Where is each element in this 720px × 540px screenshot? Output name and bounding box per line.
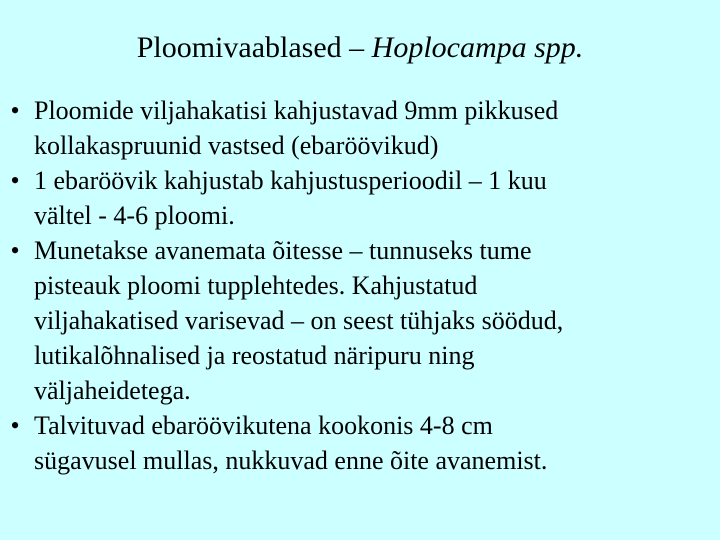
bullet-item-damage bbox=[0, 163, 720, 233]
slide-title-prefix: Ploomivaablased – bbox=[136, 31, 372, 64]
bullet-line: vältel - 4-6 ploomi. bbox=[34, 201, 235, 230]
bullet-line: Talvituvad ebaröövikutena kookonis 4-8 cm bbox=[34, 411, 493, 440]
bullet-item-egg-laying bbox=[0, 233, 720, 408]
bullet-icon: • bbox=[10, 96, 20, 125]
bullet-icon: • bbox=[10, 166, 20, 195]
bullet-line: viljahakatised varisevad – on seest tühjaks söödud, bbox=[34, 306, 564, 335]
bullet-icon: • bbox=[10, 411, 20, 440]
bullet-list bbox=[0, 93, 720, 478]
bullet-line: kollakaspruunid vastsed (ebaröövikud) bbox=[34, 131, 439, 160]
bullet-line: lutikalõhnalised ja reostatud näripuru ning bbox=[34, 341, 475, 370]
bullet-line: 1 ebaröövik kahjustab kahjustusperioodil – 1 kuu bbox=[34, 166, 547, 195]
slide-title bbox=[0, 28, 720, 68]
bullet-line: Munetakse avanemata õitesse – tunnuseks tume bbox=[34, 236, 532, 265]
bullet-line: väljaheidetega. bbox=[34, 376, 191, 405]
bullet-item-larvae bbox=[0, 93, 720, 163]
bullet-line: sügavusel mullas, nukkuvad enne õite avanemist. bbox=[34, 446, 548, 475]
slide-title-latin-name: Hoplocampa spp. bbox=[371, 31, 584, 64]
bullet-line: pisteauk ploomi tupplehtedes. Kahjustatud bbox=[34, 271, 478, 300]
bullet-icon: • bbox=[10, 236, 20, 265]
bullet-line: Ploomide viljahakatisi kahjustavad 9mm pikkused bbox=[34, 96, 559, 125]
bullet-item-overwintering bbox=[0, 408, 720, 478]
